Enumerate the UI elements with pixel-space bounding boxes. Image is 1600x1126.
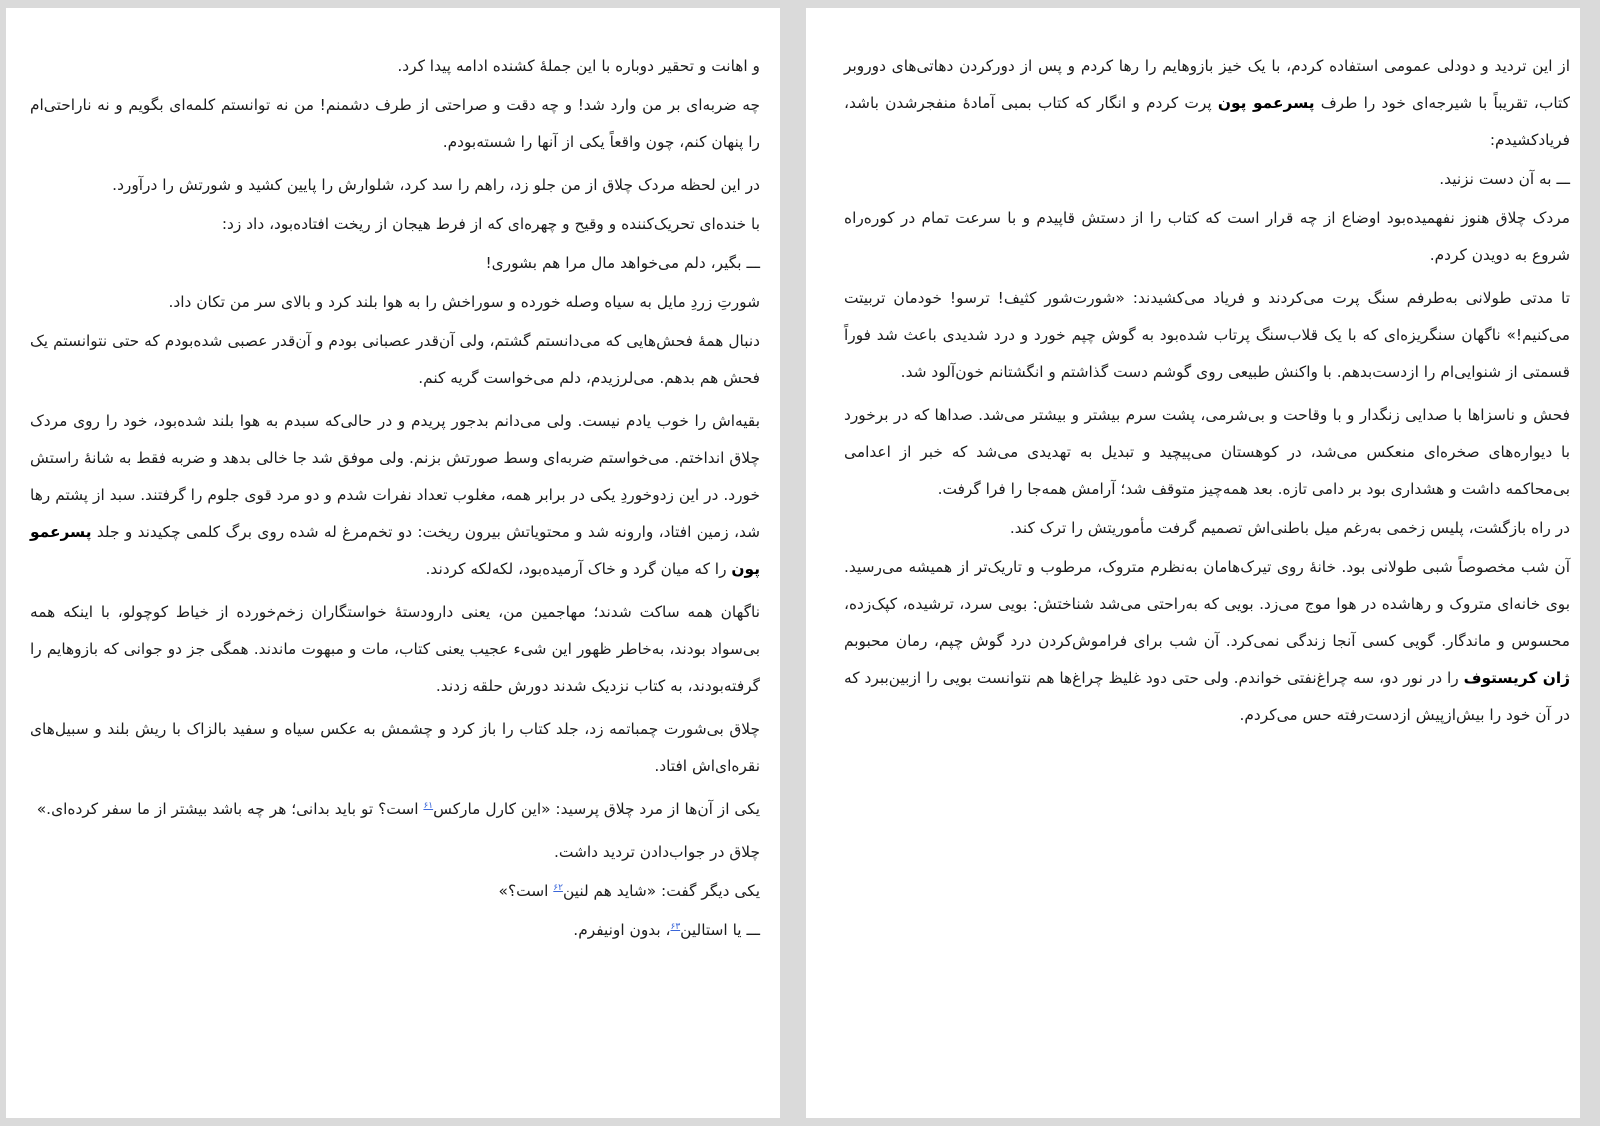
right-page-text	[844, 48, 1570, 736]
text-run: بقیه‌اش را خوب یادم نیست. ولی می‌دانم بدجور پریدم و در حالی‌که سبدم به هوا بلند شده‌بود، خود را روی مردک چلاق انداختم. می‌خواستم ضربه‌ای وسط صورتش بزنم. ولی موفق شد جا خالی بدهد و ضربه فقط به شانهٔ راستش خورد. در این زدوخوردِ یکی در برابر همه، مغلوب تعداد نفرات شدم و دو مرد قوی جلوم را گرفتند. سبد از پشتم رها شد، زمین افتاد، وارونه شد و محتویاتش بیرون ریخت: دو تخم‌مرغ له شده روی برگ کلمی چکیدند و جلد	[30, 412, 760, 541]
footnote-link[interactable]: ۶۳	[670, 921, 681, 932]
text-run: آن شب مخصوصاً شبی طولانی بود. خانهٔ روی تیرک‌هامان به‌نظرم متروک، مرطوب و تاریک‌تر از همیشه می‌رسید. بوی خانه‌ای متروک و رهاشده در هوا موج می‌زد. بویی که به‌راحتی می‌شد شناختش: بویی سرد، ترشیده، کپک‌زده، محسوس و ماندگار. گویی کسی آنجا زندگی نمی‌کرد. آن شب برای فراموش‌کردن درد گوش چپم، رمان محبوبم	[844, 558, 1570, 650]
text-run: یکی دیگر گفت: «شاید هم لنین	[562, 882, 760, 900]
paragraph	[30, 873, 760, 910]
text-run: ، بدون اونیفرم.	[573, 921, 671, 939]
paragraph	[30, 791, 760, 828]
footnote-link[interactable]: ۶۱	[423, 800, 434, 811]
paragraph	[30, 403, 760, 588]
text-run: ـــ یا استالین	[680, 921, 760, 939]
right-page	[806, 8, 1580, 1118]
text-run: است؟»	[498, 882, 554, 900]
footnote-link[interactable]: ۶۲	[553, 882, 563, 893]
dialogue-line: ـــ بگیر، دلم می‌خواهد مال مرا هم بشوری!	[485, 254, 760, 272]
paragraph: و اهانت و تحقیر دوباره با این جملهٔ کشنده ادامه پیدا کرد.	[397, 57, 760, 75]
paragraph: شورتِ زردِ مایل به سیاه وصله خورده و سوراخش را به هوا بلند کرد و بالای سر من تکان داد.	[168, 293, 760, 311]
paragraph: ناگهان همه ساکت شدند؛ مهاجمین من، یعنی دارودستهٔ خواستگاران زخم‌خورده از خیاط کوچولو، با اینکه همه بی‌سواد بودند، به‌خاطر ظهور این شیء عجیب یعنی کتاب، مات و مبهوت ماندند. همگی جز دو جوانی که بازوهایم را گرفته‌بودند، به کتاب نزدیک شدند دورش حلقه زدند.	[30, 603, 760, 695]
book-title: پسرعمو پون	[30, 523, 760, 578]
dialogue-line: ـــ به آن دست نزنید.	[1439, 170, 1570, 188]
paragraph: فحش و ناسزاها با صدایی زنگدار و با وقاحت و بی‌شرمی، پشت سرم بیشتر و بیشتر می‌شد. صداها که در برخورد با دیواره‌های صخره‌ای منعکس می‌شد، در کوهستان می‌پیچید و تبدیل به تهدیدی می‌شد که خبر از اعدامی بی‌محاکمه داشت و هشداری بود بر دامی تازه. بعد همه‌چیز متوقف شد؛ آرامش همه‌جا را فرا گرفت.	[844, 406, 1570, 498]
paragraph: مردک چلاق هنوز نفهمیده‌بود اوضاع از چه قرار است که کتاب را از دستش قاپیدم و با سرعت تمام در کوره‌راه شروع به دویدن کردم.	[844, 209, 1570, 264]
text-run: از این تردید و دودلی عمومی استفاده کردم، با یک خیز بازوهایم را رها کردم و پس از دورکردن دهاتی‌های دوروبر کتاب، تقریباً با شیرجه‌ای خود را طرف	[844, 57, 1570, 112]
paragraph: در راه بازگشت، پلیس زخمی به‌رغم میل باطنی‌اش تصمیم گرفت مأموریتش را ترک کند.	[1009, 519, 1570, 537]
paragraph: با خنده‌ای تحریک‌کننده و وقیح و چهره‌ای که از فرط هیجان از ریخت افتاده‌بود، داد زد:	[221, 215, 760, 233]
text-run: است؟ تو باید بدانی؛ هر چه باشد بیشتر از ما سفر کرده‌ای.»	[36, 800, 424, 818]
novel-title: ژان کریستوف	[1463, 669, 1570, 687]
paragraph: تا مدتی طولانی به‌طرفم سنگ پرت می‌کردند و فریاد می‌کشیدند: «شورت‌شور کثیف! ترسو! خودمان تربیتت می‌کنیم!» ناگهان سنگریزه‌ای که با یک قلاب‌سنگ پرتاب شده‌بود به گوش چپم خورد و درد شدیدی باعث شد فوراً قسمتی از شنوایی‌ام را ازدست‌بدهم. با واکنش طبیعی روی گوشم دست گذاشتم و انگشتانم خون‌آلود شد.	[844, 289, 1570, 381]
text-run: را در نور دو، سه چراغ‌نفتی خواندم. ولی حتی دود غلیظ چراغ‌ها هم نتوانست بویی را ازبین‌ببرد که در آن خود را بیش‌ازپیش ازدست‌رفته حس می‌کردم.	[844, 669, 1570, 724]
left-page-text	[30, 48, 760, 951]
paragraph	[844, 549, 1570, 734]
left-page	[6, 8, 780, 1118]
paragraph: دنبال همهٔ فحش‌هایی که می‌دانستم گشتم، ولی آن‌قدر عصبانی بودم و آن‌قدر عصبی شده‌بودم که حتی نتوانستم یک فحش هم بدهم. می‌لرزیدم، دلم می‌خواست گریه کنم.	[30, 332, 760, 387]
text-run: را که میان گرد و خاک آرمیده‌بود، لکه‌لکه کردند.	[425, 560, 732, 578]
paragraph: چلاق در جواب‌دادن تردید داشت.	[553, 843, 760, 861]
paragraph: چه ضربه‌ای بر من وارد شد! و چه دقت و صراحتی از طرف دشمنم! من نه توانستم کلمه‌ای بگویم و نه ناراحتی‌ام را پنهان کنم، چون واقعاً یکی از آنها را شسته‌بودم.	[30, 96, 760, 151]
text-run: پرت کردم و انگار که کتاب بمبی آمادهٔ منفجرشدن باشد، فریادکشیدم:	[844, 94, 1570, 149]
dialogue-line	[30, 912, 760, 949]
paragraph: چلاق بی‌شورت چمباتمه زد، جلد کتاب را باز کرد و چشمش به عکس سیاه و سفید بالزاک با ریش بلند و سبیل‌های نقره‌ای‌اش افتاد.	[30, 720, 760, 775]
paragraph: در این لحظه مردک چلاق از من جلو زد، راهم را سد کرد، شلوارش را پایین کشید و شورتش را درآورد.	[112, 176, 760, 194]
paragraph	[844, 48, 1570, 159]
book-title: پسرعمو پون	[1217, 94, 1315, 112]
text-run: یکی از آن‌ها از مرد چلاق پرسید: «این کارل مارکس	[433, 800, 760, 818]
